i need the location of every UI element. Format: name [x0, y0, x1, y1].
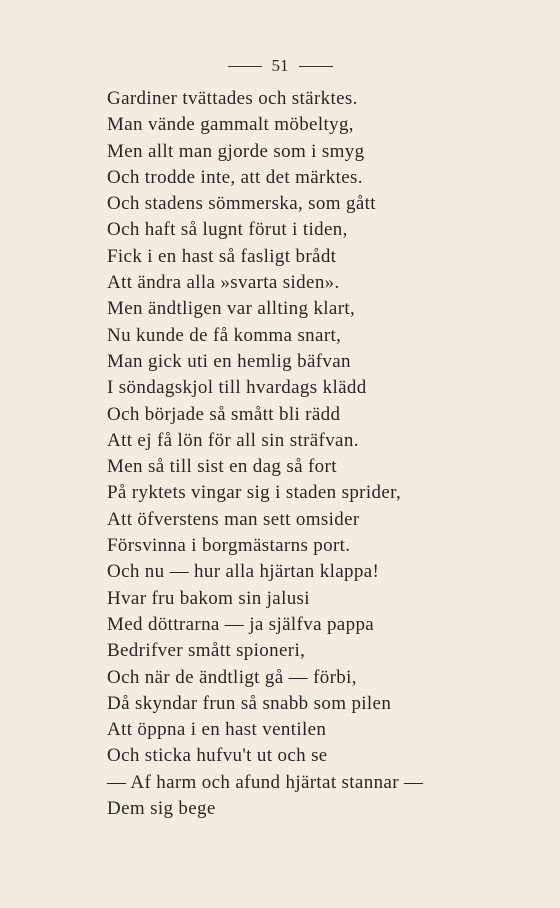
header-rule-right: [299, 66, 333, 67]
page-header: [0, 56, 560, 76]
poem-line: Då skyndar frun så snabb som pilen: [107, 692, 392, 714]
poem-line: Hvar fru bakom sin jalusi: [107, 587, 310, 609]
poem-line: Att öppna i en hast ventilen: [107, 719, 327, 741]
poem-line: Med döttrarna — ja själfva pappa: [107, 613, 375, 635]
poem-line: Man gick uti en hemlig bäfvan: [107, 350, 351, 372]
poem-line: Att öfverstens man sett omsider: [107, 508, 360, 530]
poem-line: Nu kunde de få komma snart,: [107, 324, 342, 346]
poem-line: Försvinna i borgmästarns port.: [107, 535, 351, 557]
poem-line: Att ändra alla »svarta siden».: [107, 272, 340, 294]
poem-line: Man vände gammalt möbeltyg,: [107, 114, 354, 136]
poem-line: Och trodde inte, att det märktes.: [107, 166, 363, 188]
poem-line: Och nu — hur alla hjärtan klappa!: [107, 561, 380, 583]
poem-line: Men så till sist en dag så fort: [107, 456, 337, 478]
poem-line: Men ändtligen var allting klart,: [107, 298, 356, 320]
header-rule-left: [228, 66, 262, 67]
poem-line: — Af harm och afund hjärtat stannar —: [107, 771, 424, 793]
page-number: 51: [271, 56, 289, 75]
poem-line: Bedrifver smått spioneri,: [107, 640, 306, 662]
poem-line: Dem sig bege: [107, 798, 216, 820]
poem-line: Och när de ändtligt gå — förbi,: [107, 666, 357, 688]
poem-line: Men allt man gjorde som i smyg: [107, 140, 365, 162]
poem-line: Och sticka hufvu't ut och se: [107, 745, 328, 767]
poem-line: I söndagskjol till hvardags klädd: [107, 377, 367, 399]
poem-line: På ryktets vingar sig i staden sprider,: [107, 482, 402, 504]
poem-text: [107, 86, 547, 822]
poem-line: Gardiner tvättades och stärktes.: [107, 88, 358, 109]
poem-line: Och stadens sömmerska, som gått: [107, 193, 376, 215]
poem-line: Och började så smått bli rädd: [107, 403, 341, 425]
poem-line: Och haft så lugnt förut i tiden,: [107, 219, 348, 241]
poem-line: Fick i en hast så fasligt brådt: [107, 245, 337, 267]
poem-line: Att ej få lön för all sin sträfvan.: [107, 429, 359, 451]
